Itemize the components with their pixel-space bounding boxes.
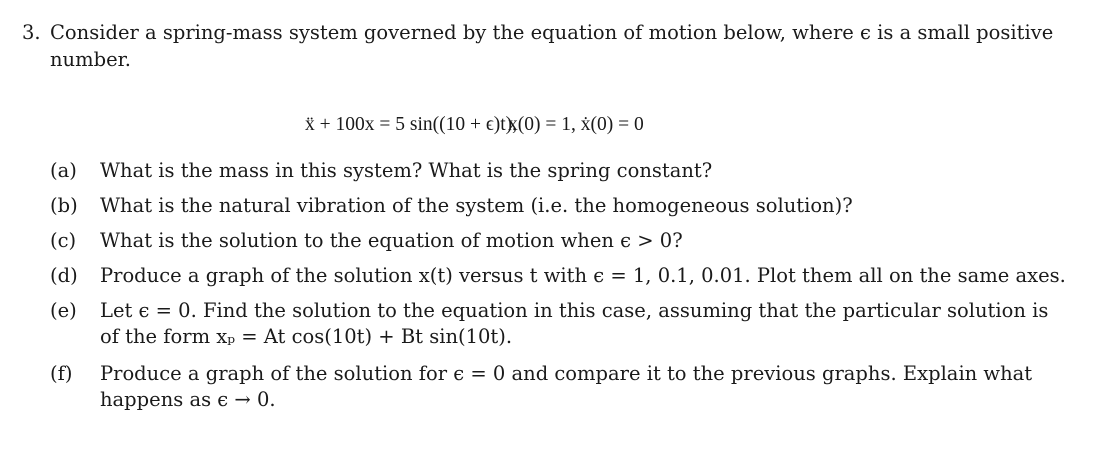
part-f-text-line-2: happens as ϵ → 0.	[100, 388, 276, 411]
part-a-label: (a)	[50, 159, 77, 182]
part-d-label: (d)	[50, 264, 78, 287]
part-f-label: (f)	[50, 362, 73, 385]
part-e-text-line-2: of the form xₚ = At cos(10t) + Bt sin(10t).	[100, 325, 513, 348]
part-e-text-line-1: Let ϵ = 0. Find the solution to the equation in this case, assuming that the particular solution is	[100, 299, 1049, 322]
equation-of-motion: ẍ + 100x = 5 sin((10 + ϵ)t),	[305, 114, 518, 135]
problem-number: 3.	[22, 21, 41, 44]
part-a-text: What is the mass in this system? What is the spring constant?	[100, 159, 713, 182]
part-b-label: (b)	[50, 194, 78, 217]
part-b-text: What is the natural vibration of the system (i.e. the homogeneous solution)?	[100, 194, 853, 217]
part-c-label: (c)	[50, 229, 77, 252]
problem-intro-line-1: Consider a spring-mass system governed by the equation of motion below, where ϵ is a small positive	[50, 21, 1054, 44]
part-e-label: (e)	[50, 299, 77, 322]
initial-conditions: x(0) = 1, ẋ(0) = 0	[508, 114, 644, 135]
problem-intro-line-2: number.	[50, 48, 132, 71]
part-d-text: Produce a graph of the solution x(t) versus t with ϵ = 1, 0.1, 0.01. Plot them all on the same axes.	[100, 264, 1066, 287]
part-c-text: What is the solution to the equation of motion when ϵ > 0?	[100, 229, 683, 252]
part-f-text-line-1: Produce a graph of the solution for ϵ = 0 and compare it to the previous graphs. Explain what	[100, 362, 1033, 385]
